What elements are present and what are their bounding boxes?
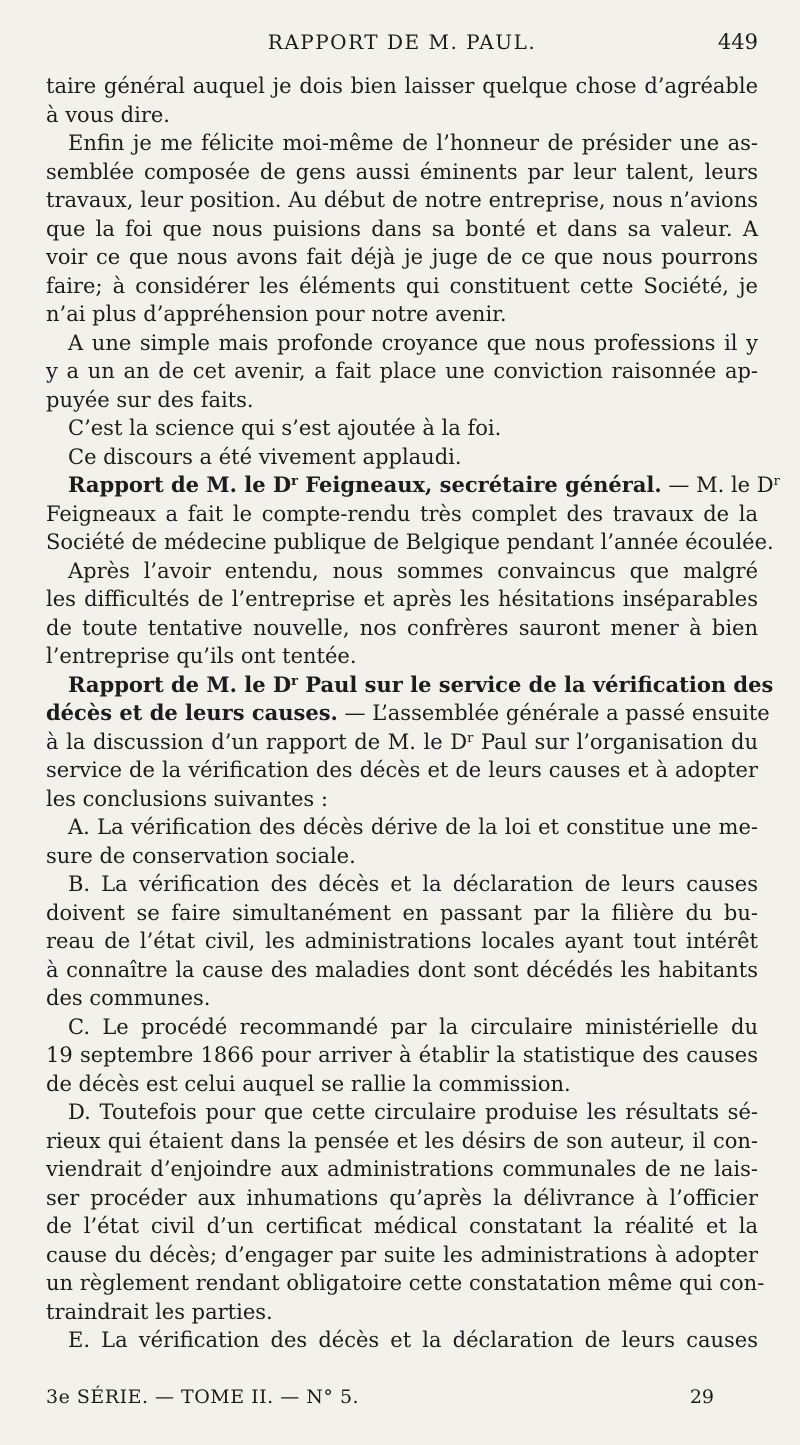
line-text: voir ce que nous avons fait déjà je juge de ce que nous pourrons	[46, 245, 758, 269]
line-text: reau de l’état civil, les administrations locales ayant tout intérêt	[46, 929, 758, 953]
heading-text: Feigneaux, secrétaire général.	[297, 472, 662, 497]
line-text: les conclusions suivantes :	[46, 786, 328, 811]
text-line	[46, 1127, 758, 1156]
text-line	[46, 329, 758, 358]
line-text: semblée composée de gens aussi éminents par leur talent, leurs	[46, 159, 758, 184]
line-text: Enfin je me félicite moi-même de l’honneur de présider une as-	[68, 131, 758, 155]
line-text: — M. le D	[661, 473, 774, 497]
text-line	[46, 728, 758, 757]
text-line	[46, 699, 770, 728]
line-text: C. Le procédé recommandé par la circulaire ministérielle du	[68, 1014, 758, 1039]
text-line	[46, 899, 758, 928]
text-line	[46, 1326, 758, 1355]
text-line	[46, 528, 774, 557]
text-line	[46, 984, 758, 1013]
text-line	[46, 842, 758, 871]
line-text: que la foi que nous puisions dans sa bonté et dans sa valeur. A	[46, 216, 758, 241]
line-text: A une simple mais profonde croyance que nous professions il y	[68, 330, 758, 355]
line-text: — L’assemblée générale a passé ensuite	[337, 701, 770, 725]
section-heading	[46, 700, 338, 725]
text-line	[46, 870, 758, 899]
superscript: r	[467, 730, 474, 746]
text-line	[46, 1155, 758, 1184]
superscript: r	[291, 474, 298, 489]
heading-text: Paul sur le service de la vérification des	[297, 671, 774, 697]
heading-text: Rapport de M. le D	[68, 671, 292, 697]
line-text: traindrait les parties.	[46, 1299, 273, 1324]
line-text: à vous dire.	[46, 102, 170, 127]
line-text: Feigneaux a fait le compte-rendu très complet des travaux de la	[46, 501, 758, 526]
line-text: taire général auquel je dois bien laisser quelque chose d’agréable	[46, 74, 758, 98]
text-line	[46, 671, 774, 700]
text-line	[46, 215, 758, 244]
text-line	[46, 785, 758, 814]
text-line	[46, 1298, 758, 1327]
line-text: Société de médecine publique de Belgique pendant l’année écoulée.	[46, 530, 774, 554]
text-line	[46, 927, 758, 956]
line-text: viendrait d’enjoindre aux administrations communales de ne lais-	[46, 1157, 758, 1181]
line-text: B. La vérification des décès et la déclaration de leurs causes	[68, 872, 758, 896]
line-text: service de la vérification des décès et de leurs causes et à adopter	[46, 758, 758, 782]
line-text: Ce discours a été vivement applaudi.	[68, 444, 462, 469]
line-text: y a un an de cet avenir, a fait place une conviction raisonnée ap-	[46, 359, 758, 383]
text-line	[46, 956, 758, 985]
line-text: les difficultés de l’entreprise et après les hésitations inséparables	[46, 587, 758, 611]
text-line	[46, 1269, 765, 1298]
line-text: des communes.	[46, 986, 211, 1010]
text-line	[46, 471, 780, 500]
line-text: D. Toutefois pour que cette circulaire produise les résultats sé-	[68, 1100, 758, 1124]
line-text: E. La vérification des décès et la déclaration de leurs causes	[68, 1328, 758, 1352]
line-text: de l’état civil d’un certificat médical constatant la réalité et la	[46, 1214, 758, 1238]
text-line	[46, 614, 758, 643]
line-text: faire; à considérer les éléments qui constituent cette Société, je	[46, 273, 758, 298]
line-text: cause du décès; d’engager par suite les administrations à adopter	[46, 1242, 758, 1267]
page-header	[46, 30, 758, 64]
line-text: rieux qui étaient dans la pensée et les désirs de son auteur, il con-	[46, 1128, 758, 1153]
line-text: puyée sur des faits.	[46, 387, 254, 412]
superscript: r	[773, 474, 780, 489]
text-line	[46, 1098, 758, 1127]
line-text: Après l’avoir entendu, nous sommes convaincus que malgré	[68, 558, 758, 583]
text-line	[46, 585, 758, 614]
text-line	[46, 642, 758, 671]
text-line	[46, 443, 758, 472]
line-text: ser procéder aux inhumations qu’après la délivrance à l’officier	[46, 1185, 758, 1210]
text-line	[46, 129, 758, 158]
line-text: C’est la science qui s’est ajoutée à la foi.	[68, 416, 502, 440]
section-heading	[68, 672, 773, 697]
text-line	[46, 1013, 758, 1042]
line-text: de décès est celui auquel se rallie la commission.	[46, 1071, 571, 1096]
page-footer	[46, 1386, 758, 1416]
text-line	[46, 101, 758, 130]
line-text: à la discussion d’un rapport de M. le D	[46, 729, 468, 754]
heading-text: Rapport de M. le D	[68, 472, 292, 497]
text-line	[46, 300, 758, 329]
text-line	[46, 500, 758, 529]
text-line	[46, 813, 758, 842]
line-text: travaux, leur position. Au début de notre entreprise, nous n’avions	[46, 188, 758, 212]
text-line	[46, 557, 758, 586]
line-text: doivent se faire simultanément en passant par la filière du bu-	[46, 900, 758, 925]
signature-mark: 3e SÉRIE. — TOME II. — N° 5.	[46, 1386, 360, 1408]
text-line	[46, 272, 758, 301]
text-line	[46, 72, 758, 101]
line-text: 19 septembre 1866 pour arriver à établir la statistique des causes	[46, 1043, 758, 1067]
line-text: à connaître la cause des maladies dont sont décédés les habitants	[46, 957, 758, 982]
text-line	[46, 414, 758, 443]
text-line	[46, 1184, 758, 1213]
section-heading	[68, 472, 662, 497]
text-line	[46, 357, 758, 386]
line-text: l’entreprise qu’ils ont tentée.	[46, 644, 357, 668]
text-line	[46, 243, 758, 272]
text-line	[46, 386, 758, 415]
body-text	[46, 72, 780, 1355]
line-text: n’ai plus d’appréhension pour notre avenir.	[46, 302, 507, 326]
text-line	[46, 756, 758, 785]
text-line	[46, 1070, 758, 1099]
text-line	[46, 186, 758, 215]
line-text: sure de conservation sociale.	[46, 843, 356, 868]
text-line	[46, 158, 758, 187]
text-line	[46, 1241, 758, 1270]
text-line	[46, 1212, 758, 1241]
line-text: un règlement rendant obligatoire cette constatation même qui con-	[46, 1271, 765, 1295]
text-line	[46, 1041, 758, 1070]
line-text: A. La vérification des décès dérive de la loi et constitue une me-	[68, 815, 758, 839]
sheet-number: 29	[689, 1386, 714, 1408]
page-number: 449	[717, 30, 758, 54]
superscript: r	[291, 673, 298, 689]
line-text: Paul sur l’organisation du	[473, 729, 758, 754]
line-text: de toute tentative nouvelle, nos confrères sauront mener à bien	[46, 615, 758, 640]
running-title: RAPPORT DE M. PAUL.	[267, 30, 537, 54]
heading-text: décès et de leurs causes.	[46, 700, 338, 725]
